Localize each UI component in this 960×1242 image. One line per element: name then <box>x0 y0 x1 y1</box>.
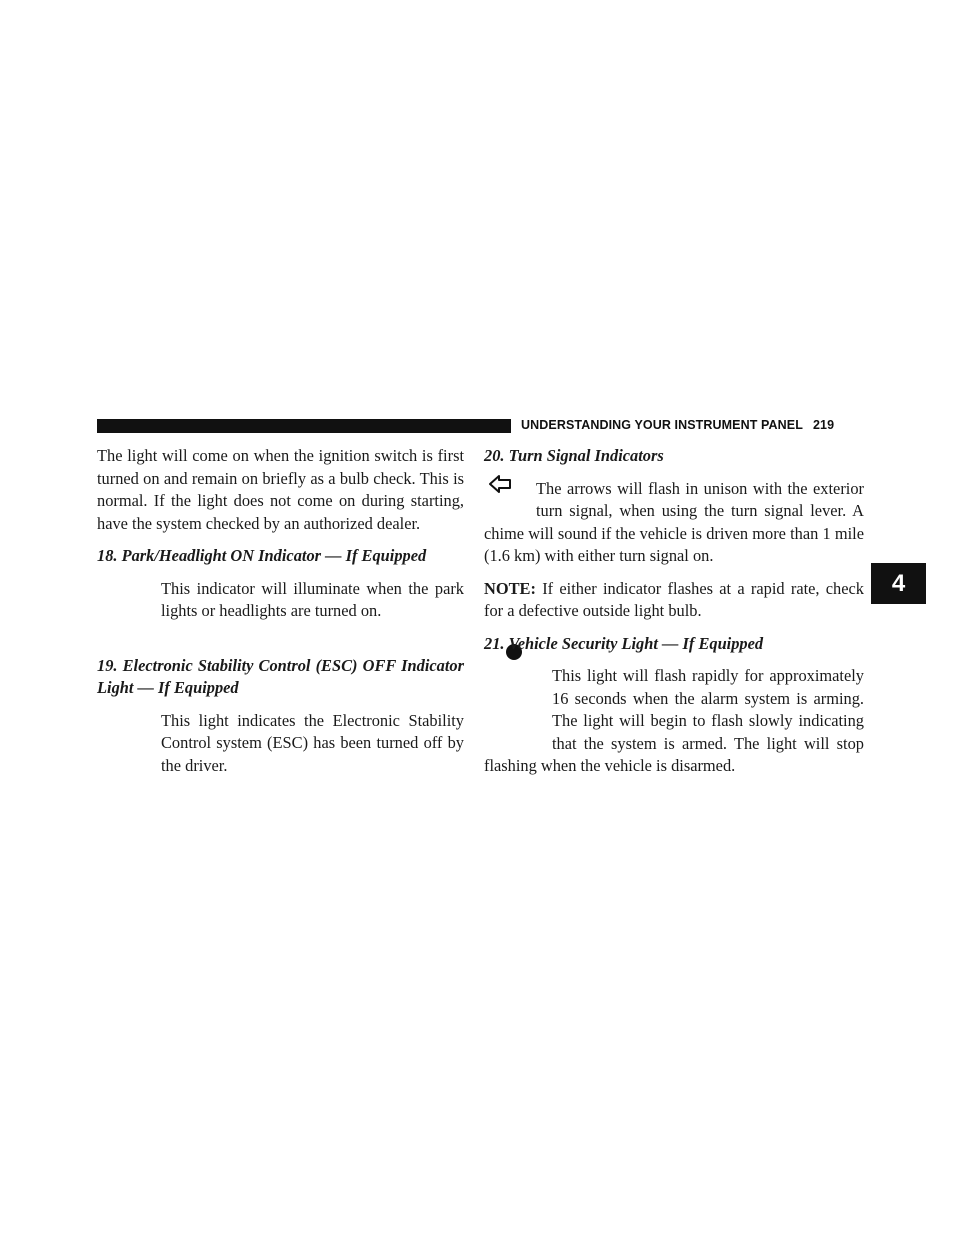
item-21-line1: This light will flash rapidly for approximately <box>552 666 864 685</box>
item-18-body: This indicator will illuminate when the park lights or headlights are turned on. <box>161 578 464 620</box>
note-paragraph <box>484 578 864 623</box>
intro-paragraph: The light will come on when the ignition switch is first turned on and remain on briefly as a bulb check. This is normal. If the light does not come on during starting, have the system checked by an authorized dealer. <box>97 446 464 533</box>
item-19-body: This light indicates the Electronic Stability Control system (ESC) has been turned off by the driver. <box>161 710 464 775</box>
item-20-line1: The arrows will flash in unison with the exterior <box>536 478 864 498</box>
item-21-line2: 16 seconds when the alarm system is arming. <box>552 688 864 708</box>
item-21-line3: The light will begin to flash slowly indicating <box>552 711 864 730</box>
item-21-line4: that the system is armed. The light will stop <box>552 733 864 753</box>
note-text: If either indicator flashes at a rapid rate, check for a defective outside light bulb. <box>484 578 864 620</box>
item-18-heading: 18. Park/Headlight ON Indicator — If Equipped <box>97 546 427 565</box>
page-number: 219 <box>812 418 835 432</box>
item-20-line2: turn signal, when using the turn signal lever. A <box>536 501 864 520</box>
item-19-heading: 19. Electronic Stability Control (ESC) OFF Indicator Light — If Equipped <box>97 655 464 697</box>
right-column <box>484 445 864 778</box>
note-label: NOTE: <box>484 578 536 598</box>
chapter-tab: 4 <box>871 563 926 604</box>
running-header <box>521 418 834 432</box>
item-21-body-rest: flashing when the vehicle is disarmed. <box>484 756 736 775</box>
header-rule-bar <box>97 419 511 433</box>
item-21-heading: 21. Vehicle Security Light — If Equipped <box>484 633 764 653</box>
item-20-heading: 20. Turn Signal Indicators <box>484 446 664 465</box>
header-title: UNDERSTANDING YOUR INSTRUMENT PANEL <box>521 418 803 432</box>
item-20-body-rest: chime will sound if the vehicle is driven more than 1 mile (1.6 km) with either turn signal on. <box>484 523 864 565</box>
left-column <box>97 445 464 777</box>
